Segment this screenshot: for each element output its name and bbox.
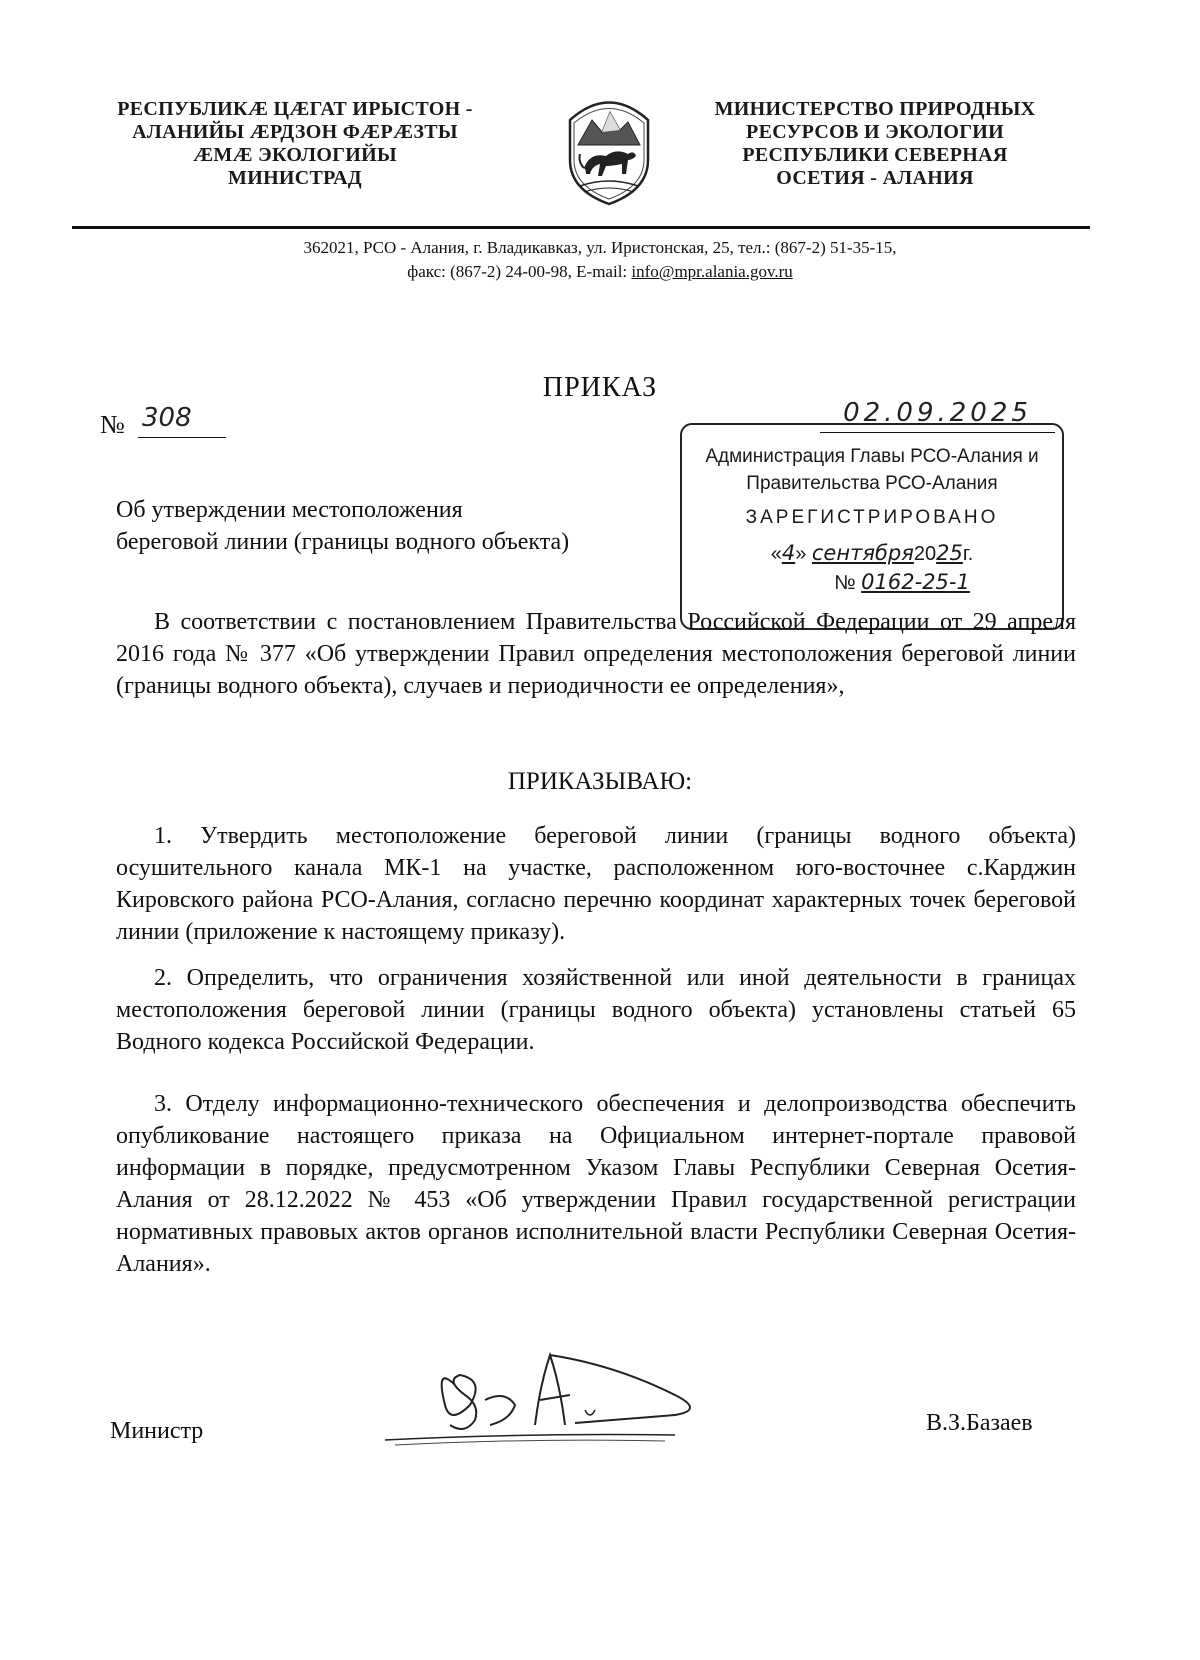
subject-line: Об утверждении местоположения	[116, 497, 463, 523]
stamp-date: «4» сентября2025г.	[770, 541, 974, 565]
order-number: 308	[138, 403, 226, 438]
header-left-line: ӔМӔ ЭКОЛОГИЙЫ	[193, 144, 397, 166]
header-right-line: МИНИСТЕРСТВО ПРИРОДНЫХ	[714, 98, 1036, 120]
address-line-2	[0, 260, 1200, 283]
stamp-line-1: Администрация Главы РСО-Алания и	[705, 446, 1039, 467]
stamp-line-2: Правительства РСО-Алания	[746, 473, 998, 494]
header-divider	[72, 226, 1090, 229]
stamp-registered: ЗАРЕГИСТРИРОВАНО	[745, 507, 999, 528]
stamp-reg-number-row	[682, 570, 1062, 595]
order-subject	[116, 494, 569, 558]
header-left-org-name	[95, 98, 495, 190]
fax-label: факс: (867-2) 24-00-98, E-mail:	[407, 262, 632, 281]
registration-stamp	[680, 423, 1064, 630]
handwritten-signature-icon	[375, 1325, 775, 1465]
subject-line: береговой линии (границы водного объекта)	[116, 529, 570, 555]
item-3-paragraph: 3. Отделу информационно-технического обеспечения и делопроизводства обеспечить опубликование настоящего приказа на Официальном интернет-портале правовой информации в порядке, предусмотренном Указом Главы Республики Северная Осетия-Алания от 28.12.2022 № 453 «Об утверждении Правил государственной регистрации нормативных правовых актов органов исполнительной власти Республики Северная Осетия-Алания».	[116, 1091, 1076, 1277]
header-right-line: ОСЕТИЯ - АЛАНИЯ	[776, 167, 974, 189]
stamp-year-suffix: 25	[936, 541, 963, 565]
coat-of-arms-icon	[550, 90, 668, 208]
header-right-line: РЕСУРСОВ И ЭКОЛОГИИ	[746, 121, 1004, 143]
email-link[interactable]: info@mpr.alania.gov.ru	[631, 262, 793, 281]
stamp-year-unit: г.	[962, 543, 974, 565]
address-line-1: 362021, РСО - Алания, г. Владикавказ, ул. Иристонская, 25, тел.: (867-2) 51-35-15,	[303, 238, 897, 257]
item-1-paragraph: 1. Утвердить местоположение береговой линии (границы водного объекта) осушительного канала МК-1 на участке, расположенном юго-восточнее с.Карджин Кировского района РСО-Алания, согласно перечню координат характерных точек береговой линии (приложение к настоящему приказу).	[116, 823, 1076, 945]
header-right-org-name	[700, 98, 1050, 190]
header-right-line: РЕСПУБЛИКИ СЕВЕРНАЯ	[742, 144, 1008, 166]
header-left-line: РЕСПУБЛИКӔ ЦӔГАТ ИРЫСТОН -	[117, 98, 473, 120]
order-number-label: №	[100, 410, 125, 439]
command-heading: ПРИКАЗЫВАЮ:	[507, 768, 693, 795]
stamp-day: 4	[781, 541, 796, 565]
stamp-month: сентября	[811, 541, 914, 565]
item-2-paragraph: 2. Определить, что ограничения хозяйственной или иной деятельности в границах местоположения береговой линии (границы водного объекта) установлены статьей 65 Водного кодекса Российской Федерации.	[116, 965, 1076, 1055]
header-left-line: МИНИСТРАД	[228, 167, 362, 189]
document-title: ПРИКАЗ	[542, 372, 658, 403]
signatory-name: В.З.Базаев	[926, 1410, 1033, 1436]
stamp-year-prefix: 20	[913, 543, 937, 565]
stamp-reg-label: №	[834, 572, 856, 594]
order-date: 02.09.2025	[820, 398, 1055, 433]
signatory-position: Министр	[110, 1418, 204, 1444]
stamp-reg-number: 0162-25-1	[861, 570, 970, 594]
preamble-paragraph: В соответствии с постановлением Правительства Российской Федерации от 29 апреля 2016 года № 377 «Об утверждении Правил определения местоположения береговой линии (границы водного объекта), случаев и периодичности ее определения»,	[116, 609, 1076, 699]
header-left-line: АЛАНИЙЫ ӔРДЗОН ФӔРӔЗТЫ	[132, 121, 458, 143]
